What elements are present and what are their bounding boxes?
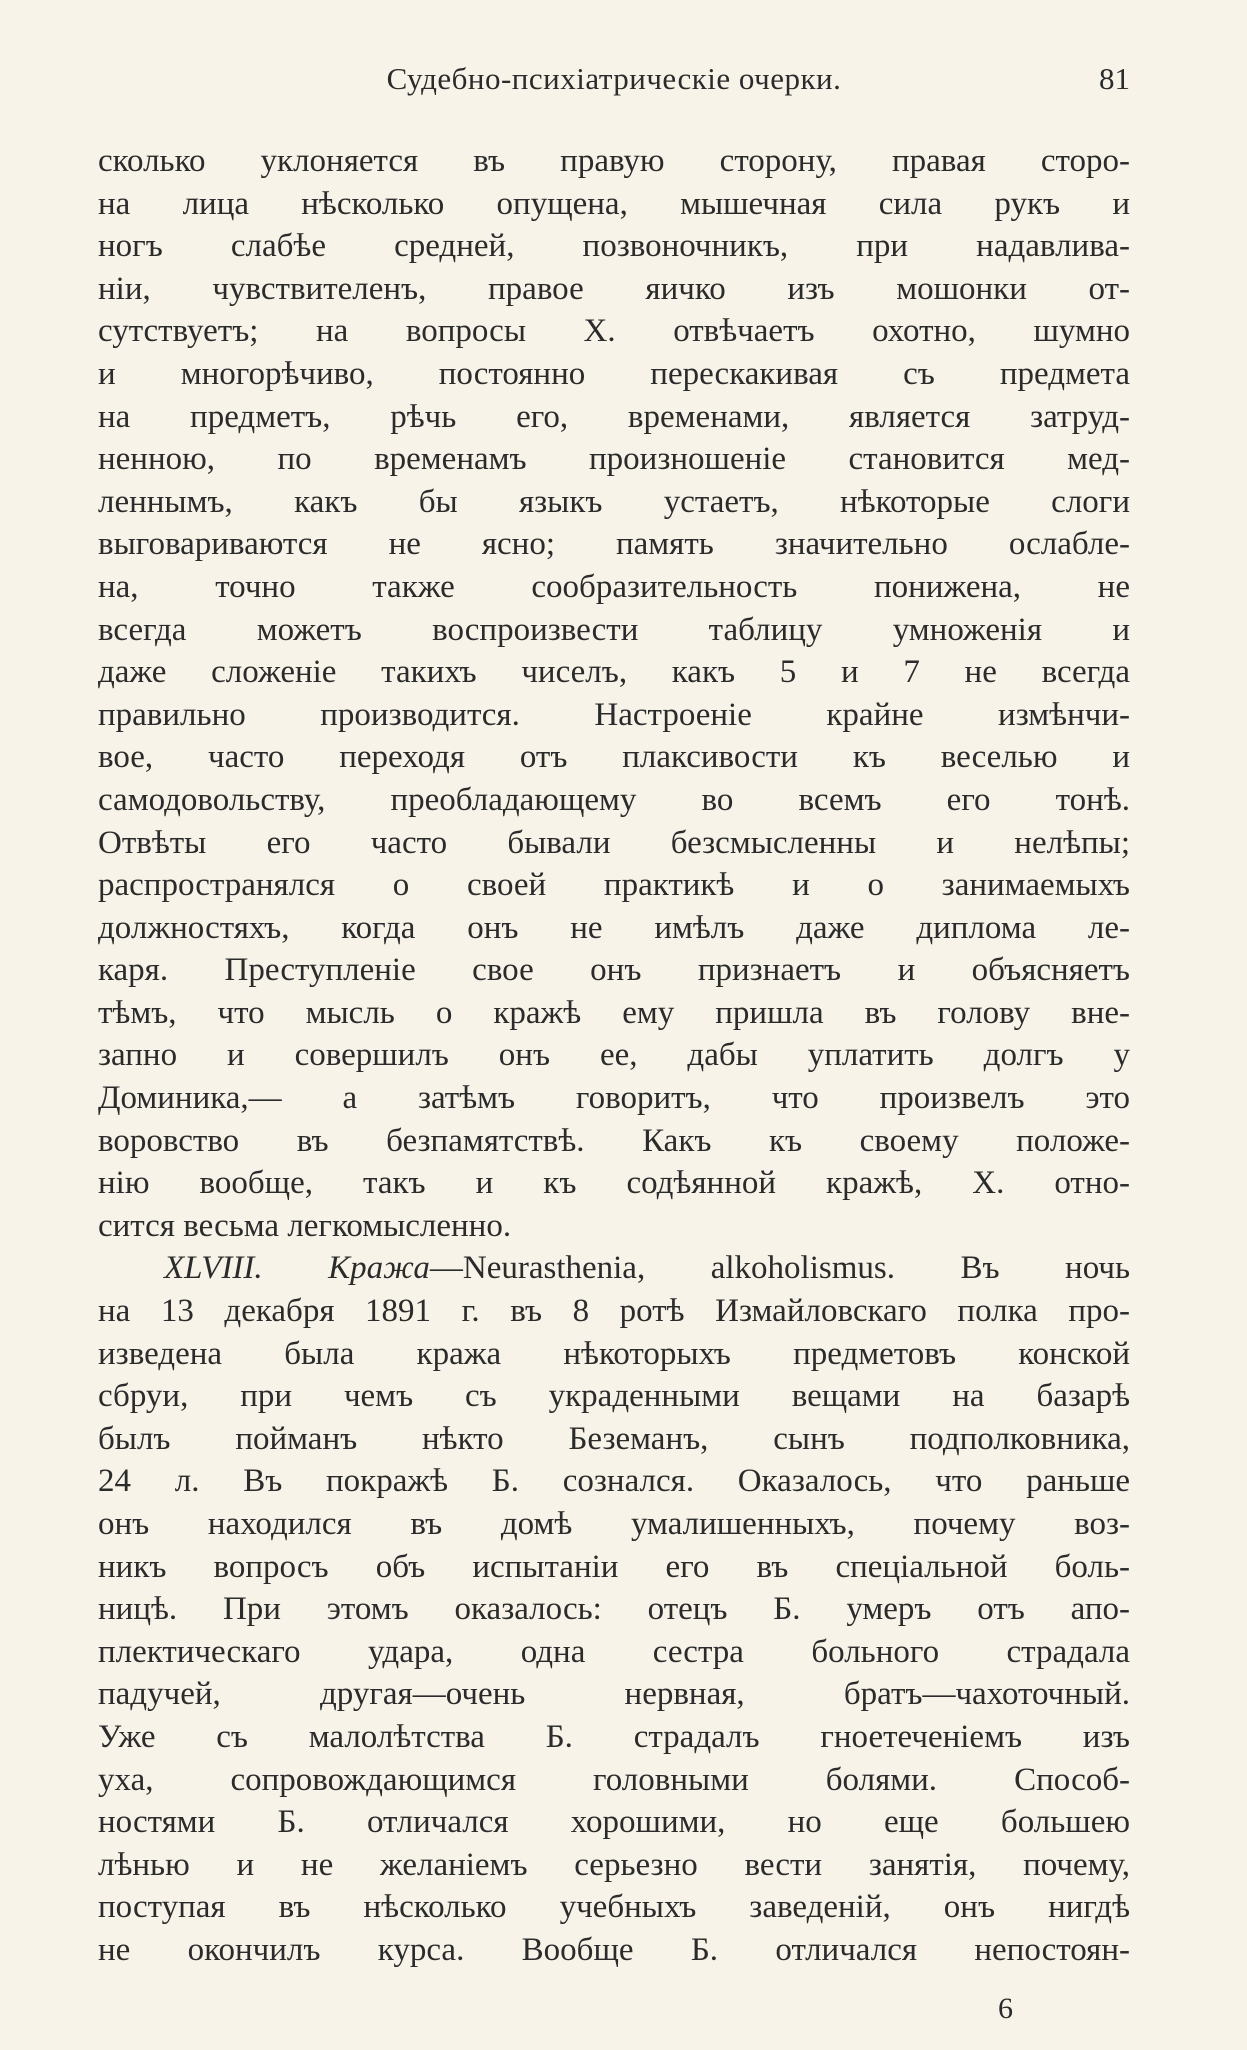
text-line: сутствуетъ; на вопросы X. отвѣчаетъ охотно, шумно: [98, 313, 1130, 350]
text-line: сколько уклоняется въ правую сторону, правая сторо-: [98, 143, 1130, 179]
text-line: сбруи, при чемъ съ украденными вещами на базарѣ: [98, 1378, 1130, 1415]
text-line: не окончилъ курса. Вообще Б. отличался непостоян-: [98, 1931, 1130, 1968]
text-line: самодовольству, преобладающему во всемъ его тонѣ.: [98, 781, 1130, 818]
text-line: вое, часто переходя отъ плаксивости къ веселью и: [98, 739, 1130, 776]
text-line: Уже съ малолѣтства Б. страдалъ гноетеченiемъ изъ: [98, 1718, 1130, 1755]
text-line: на, точно также сообразительность понижена, не: [98, 568, 1130, 605]
case-heading-line: [98, 1247, 1130, 1290]
text-line: и многорѣчиво, постоянно перескакивая съ предмета: [98, 355, 1130, 392]
text-line: плектическаго удара, одна сестра больного страдала: [98, 1633, 1130, 1670]
text-line: поступая въ нѣсколько учебныхъ заведенiй, онъ нигдѣ: [98, 1889, 1130, 1926]
text-line: сится весьма легкомысленно.: [98, 1207, 512, 1244]
text-line: тѣмъ, что мысль о кражѣ ему пришла въ голову вне-: [98, 994, 1130, 1031]
text-line: на предметъ, рѣчь его, временами, является затруд-: [98, 398, 1130, 435]
text-line: воровство въ безпамятствѣ. Какъ къ своему положе-: [98, 1122, 1130, 1159]
case-heading: XLVIII. Кража: [164, 1250, 430, 1287]
text-line: ногъ слабѣе средней, позвоночникъ, при надавлива-: [98, 228, 1130, 265]
text-line: леннымъ, какъ бы языкъ устаетъ, нѣкоторые слоги: [98, 483, 1130, 520]
body-text: [98, 140, 1130, 1972]
text-line: на 13 декабря 1891 г. въ 8 ротѣ Измайловскаго полка про-: [98, 1293, 1130, 1330]
text-line: онъ находился въ домѣ умалишенныхъ, почему воз-: [98, 1506, 1130, 1542]
text-line: Доминика,— а затѣмъ говоритъ, что произвелъ это: [98, 1080, 1130, 1117]
text-line: былъ пойманъ нѣкто Беземанъ, сынъ подполковника,: [98, 1420, 1130, 1457]
text-line: Отвѣты его часто бывали безсмысленны и нелѣпы;: [98, 824, 1130, 861]
text-line: падучей, другая—очень нервная, братъ—чахоточный.: [98, 1676, 1130, 1713]
text-line: правильно производится. Настроенiе крайне измѣнчи-: [98, 696, 1130, 733]
text-line: нiи, чувствителенъ, правое яичко изъ мошонки от-: [98, 270, 1130, 307]
case-heading-rest: —Neurasthenia, alkoholismus. Въ ночь: [429, 1250, 1130, 1287]
running-head: [98, 55, 1130, 105]
text-line: 24 л. Въ покражѣ Б. сознался. Оказалось, что раньше: [98, 1463, 1130, 1500]
signature-mark: 6: [998, 1992, 1013, 2025]
text-line: лѣнью и не желанiемъ серьезно вести занятiя, почему,: [98, 1846, 1130, 1883]
text-line: изведена была кража нѣкоторыхъ предметовъ конской: [98, 1335, 1130, 1372]
text-line: нiю вообще, такъ и къ содѣянной кражѣ, X. отно-: [98, 1165, 1130, 1202]
text-line: ненною, по временамъ произношенiе становится мед-: [98, 441, 1130, 478]
running-title: Судебно-психiатрическiе очерки.: [386, 61, 842, 96]
text-line: запно и совершилъ онъ ее, дабы уплатить долгъ у: [98, 1037, 1130, 1074]
text-line: ницѣ. При этомъ оказалось: отецъ Б. умеръ отъ апо-: [98, 1591, 1130, 1628]
text-line: ностями Б. отличался хорошими, но еще большею: [98, 1804, 1130, 1841]
text-line: даже сложенiе такихъ чиселъ, какъ 5 и 7 не всегда: [98, 654, 1130, 691]
text-line: выговариваются не ясно; память значительно ослабле-: [98, 526, 1130, 563]
text-line: распространялся о своей практикѣ и о занимаемыхъ: [98, 867, 1130, 904]
text-line: каря. Преступленiе свое онъ признаетъ и объясняетъ: [98, 952, 1130, 989]
page-number: 81: [1099, 61, 1130, 96]
text-line: уха, сопровождающимся головными болями. Способ-: [98, 1761, 1130, 1798]
text-line: никъ вопросъ объ испытанiи его въ спецiальной боль-: [98, 1548, 1130, 1585]
text-line: на лица нѣсколько опущена, мышечная сила рукъ и: [98, 185, 1130, 222]
text-line: должностяхъ, когда онъ не имѣлъ даже диплома ле-: [98, 909, 1130, 946]
text-line: всегда можетъ воспроизвести таблицу умноженiя и: [98, 611, 1130, 648]
